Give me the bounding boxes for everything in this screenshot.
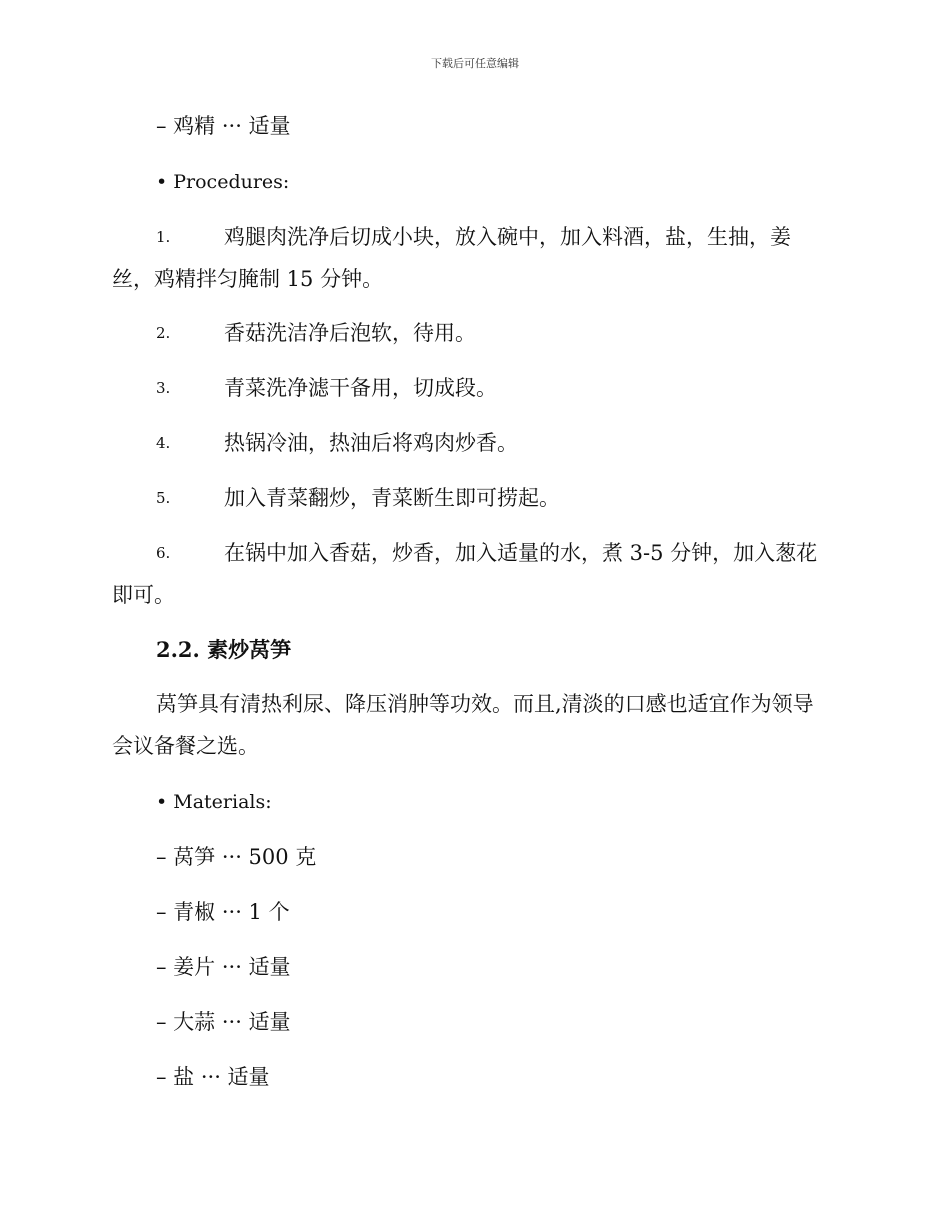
material-item: – 盐 ··· 适量	[156, 1065, 270, 1089]
step-text: 在锅中加入香菇，炒香，加入适量的水，煮 3-5 分钟，加入葱花	[224, 541, 818, 565]
step-number: 1.	[156, 228, 171, 246]
ingredient-item: – 鸡精 ··· 适量	[156, 114, 291, 138]
step-text-continuation: 丝，鸡精拌匀腌制 15 分钟。	[112, 267, 384, 291]
step-text-continuation: 即可。	[112, 583, 175, 607]
materials-label: • Materials:	[156, 791, 272, 813]
step-number: 4.	[156, 434, 171, 452]
step-number: 3.	[156, 379, 171, 397]
procedures-label: • Procedures:	[156, 171, 290, 193]
step-number: 2.	[156, 324, 171, 342]
page-header-note: 下载后可任意编辑	[431, 57, 519, 70]
material-item: – 莴笋 ··· 500 克	[156, 845, 317, 869]
step-text: 加入青菜翻炒，青菜断生即可捞起。	[224, 486, 560, 510]
step-text: 青菜洗净滤干备用，切成段。	[224, 376, 497, 400]
step-number: 6.	[156, 544, 171, 562]
material-item: – 大蒜 ··· 适量	[156, 1010, 291, 1034]
step-text: 香菇洗洁净后泡软，待用。	[224, 321, 476, 345]
step-number: 5.	[156, 489, 171, 507]
material-item: – 青椒 ··· 1 个	[156, 900, 290, 924]
material-item: – 姜片 ··· 适量	[156, 955, 291, 979]
step-text: 鸡腿肉洗净后切成小块，放入碗中，加入料酒，盐，生抽，姜	[224, 225, 791, 249]
section-heading: 2.2. 素炒莴笋	[156, 637, 292, 662]
section-paragraph: 莴笋具有清热利尿、降压消肿等功效。而且,清淡的口感也适宜作为领导	[156, 692, 814, 716]
step-text: 热锅冷油，热油后将鸡肉炒香。	[224, 431, 518, 455]
section-paragraph-continuation: 会议备餐之选。	[112, 734, 259, 758]
